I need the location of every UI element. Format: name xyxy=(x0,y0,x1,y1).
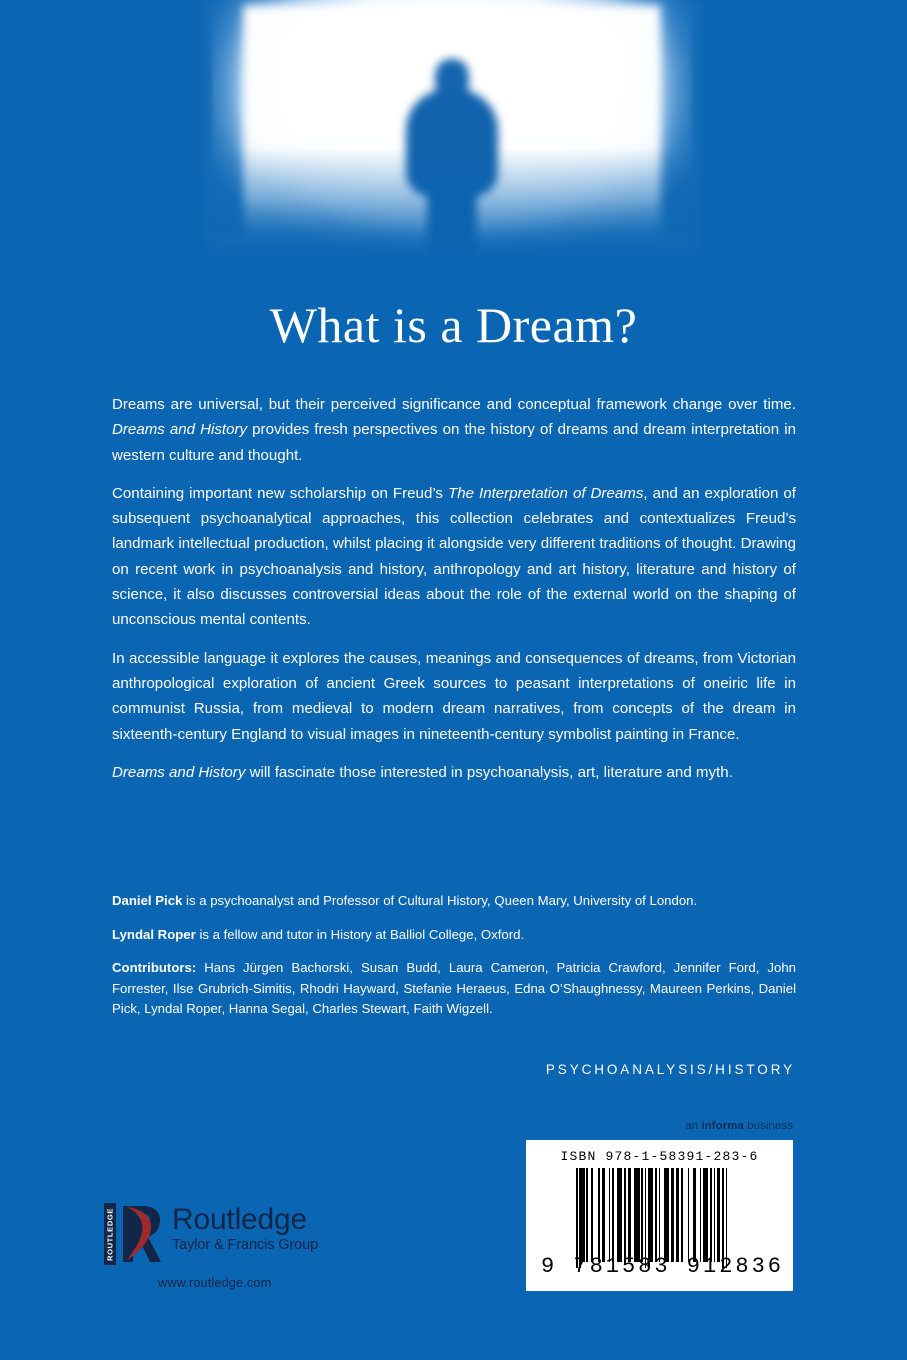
subject-category: PSYCHOANALYSIS/HISTORY xyxy=(545,1062,795,1077)
blurb-paragraph: Dreams and History will fascinate those interested in psychoanalysis, art, literature and myth. xyxy=(112,763,733,781)
cover-photo xyxy=(191,0,713,268)
informa-brand: informa xyxy=(701,1120,744,1132)
routledge-r-icon xyxy=(117,1203,163,1265)
publisher-name: Routledge xyxy=(172,1203,307,1236)
informa-prefix: an xyxy=(685,1120,702,1132)
bios xyxy=(112,891,796,1020)
isbn-label: ISBN 978-1-58391-283-6 xyxy=(560,1149,759,1164)
informa-suffix: business xyxy=(743,1120,793,1132)
contributors-list: Contributors: Hans Jürgen Bachorski, Susan Budd, Laura Cameron, Patricia Crawford, Jennifer Ford, John Forrester, Ilse Grubrich-Simitis, Rhodri Hayward, Stefanie Heraeus, Edna O’Shaughnessy, Maureen Perkins, Daniel Pick, Lyndal Roper, Hanna Segal, Charles Stewart, Faith Wigzell. xyxy=(112,960,796,1016)
page-title: What is a Dream? xyxy=(269,297,638,353)
editor-bio: Lyndal Roper is a fellow and tutor in History at Balliol College, Oxford. xyxy=(112,926,525,942)
cover-photo-inner xyxy=(191,0,713,268)
barcode xyxy=(526,1140,793,1291)
barcode-bar xyxy=(726,1168,728,1268)
publisher-url[interactable]: www.routledge.com xyxy=(158,1275,272,1290)
barcode-bars xyxy=(576,1168,754,1262)
barcode-digits: 9 781583 912836 xyxy=(540,1254,785,1279)
editor-bio: Daniel Pick is a psychoanalyst and Professor of Cultural History, Queen Mary, University of London. xyxy=(112,893,698,908)
publisher-group: Taylor & Francis Group xyxy=(172,1237,319,1253)
informa-strapline xyxy=(685,1120,793,1132)
blurb-paragraph: In accessible language it explores the causes, meanings and consequences of dreams, from Victorian anthropological exploration of ancient Greek sources to peasant interpretations of oneiric life in communist Russia, from medieval to modern dream narratives, from concepts of the dream in sixteenth-century England to visual images in nineteenth-century symbolist painting in France. xyxy=(112,649,796,743)
logo-wordmark xyxy=(172,1203,318,1254)
photo-vignette xyxy=(191,0,713,268)
blurb xyxy=(112,392,796,785)
blurb-paragraph: Containing important new scholarship on Freud’s The Interpretation of Dreams, and an exploration of subsequent psychoanalytical approaches, this collection celebrates and contextualizes Freud’s landmark intellectual production, whilst placing it alongside very different traditions of thought. Drawing on recent work in psychoanalysis and history, anthropology and art history, literature and history of science, it also discusses controversial ideas about the role of the external world on the shaping of unconscious mental contents. xyxy=(112,484,796,629)
publisher-logo xyxy=(104,1203,334,1290)
blurb-paragraph: Dreams are universal, but their perceived significance and conceptual framework change over time. Dreams and History provides fresh perspectives on the history of dreams and dream interpretation in western culture and thought. xyxy=(112,396,797,464)
logo-row xyxy=(104,1203,334,1265)
routledge-vertical-mark: ROUTLEDGE xyxy=(104,1203,116,1265)
